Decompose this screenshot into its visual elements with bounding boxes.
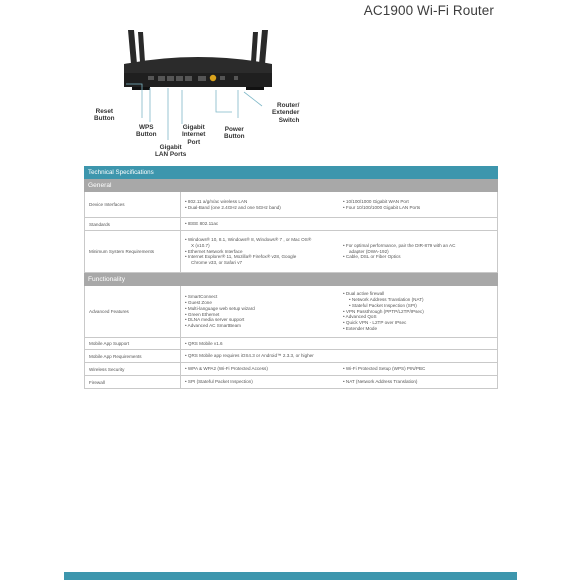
- spec-item: • Extender Mode: [343, 326, 378, 332]
- row-label: Mobile App Support: [85, 338, 181, 349]
- callout-reset-button: Reset Button: [94, 108, 115, 123]
- callout-gigabit-internet-port: Gigabit Internet Port: [182, 124, 206, 146]
- table-row: [84, 338, 498, 350]
- spec-item: • 802.11 a/g/n/ac wireless LAN: [185, 198, 248, 204]
- spec-item: • VPN Passthrough (PPTP/L2TP/IPsec): [343, 308, 424, 314]
- spec-item: • For optimal performance, pair the DIR-879 with an AC: [343, 242, 456, 248]
- table-row: [84, 192, 498, 218]
- row-col2: [339, 363, 497, 375]
- row-label: Firewall: [85, 376, 181, 388]
- spec-item: • SPI (Stateful Packet Inspection): [185, 379, 253, 385]
- row-col2: [339, 376, 497, 388]
- spec-item: X (v10.7): [191, 242, 210, 248]
- spec-item: • Internet Explorer® 11, Mozilla® Firefox® v28, Google: [185, 254, 297, 260]
- spec-item: • Stateful Packet Inspection (SPI): [349, 302, 417, 308]
- spec-item: • WPA & WPA2 (Wi-Fi Protected Access): [185, 366, 268, 372]
- spec-item: • SmartConnect: [185, 293, 218, 299]
- spec-item: • Ethernet Network Interface: [185, 248, 243, 254]
- table-row: [84, 376, 498, 389]
- row-col2: [339, 218, 497, 230]
- section-header: Functionality: [84, 273, 498, 286]
- row-col1: [181, 218, 339, 230]
- row-col2: [339, 286, 497, 337]
- callout-power-button: Power Button: [224, 126, 245, 141]
- row-col1: [181, 338, 339, 349]
- spec-item: • Guest Zone: [185, 299, 212, 305]
- table-row: [84, 218, 498, 231]
- row-col1: [181, 350, 339, 362]
- row-col1: [181, 286, 339, 337]
- spec-table: [84, 166, 498, 389]
- spec-item: • IEEE 802.11ac: [185, 221, 219, 227]
- spec-item: adapter (DWA-192): [349, 248, 389, 254]
- spec-item: • Advanced AC SmartBeam: [185, 323, 241, 329]
- row-label: Wireless Security: [85, 363, 181, 375]
- row-col2: [339, 350, 497, 362]
- spec-item: • Advanced QoS: [343, 314, 377, 320]
- spec-item: • Wi-Fi Protected Setup (WPS) PIN/PBC: [343, 366, 426, 372]
- spec-item: • NAT (Network Address Translation): [343, 379, 418, 385]
- table-row: [84, 231, 498, 273]
- spec-item: • QRS Mobile app requires iOS4.3 or Android™ 2.3.3, or higher: [185, 353, 314, 359]
- table-row: [84, 286, 498, 338]
- row-label: Device Interfaces: [85, 192, 181, 217]
- row-label: Advanced Features: [85, 286, 181, 337]
- row-col1: [181, 192, 339, 217]
- table-row: [84, 350, 498, 363]
- section-header: General: [84, 179, 498, 192]
- row-col2: [339, 231, 497, 272]
- spec-item: • Green Ethernet: [185, 311, 220, 317]
- table-row: [84, 363, 498, 376]
- spec-item: • Network Address Translation (NAT): [349, 296, 424, 302]
- row-label: Standards: [85, 218, 181, 230]
- spec-item: • Dual-Band (one 2.4GHz and one 5GHz band): [185, 204, 281, 210]
- row-col1: [181, 363, 339, 375]
- spec-item: • Dual active firewall: [343, 290, 385, 296]
- spec-item: • Multi-language web setup wizard: [185, 305, 255, 311]
- spec-item: • Windows® 10, 8.1, Windows® 8, Windows® 7 , or Mac OS®: [185, 236, 312, 242]
- row-col1: [181, 376, 339, 388]
- spec-item: Chrome v33, or Safari v7: [191, 260, 243, 266]
- callout-wps-button: WPS Button: [136, 124, 157, 139]
- row-col2: [339, 192, 497, 217]
- callout-router-extender-switch: Router/ Extender Switch: [272, 102, 300, 124]
- row-col2: [339, 338, 497, 349]
- spec-item: • QRS Mobile v1.6: [185, 340, 223, 346]
- spec-item: • 10/100/1000 Gigabit WAN Port: [343, 198, 409, 204]
- row-label: Mobile App Requirements: [85, 350, 181, 362]
- row-col1: [181, 231, 339, 272]
- spec-item: • Cable, DSL or Fiber Optics: [343, 254, 401, 260]
- spec-table-header: Technical Specifications: [84, 166, 498, 179]
- page-title: AC1900 Wi-Fi Router: [363, 3, 494, 18]
- row-label: Minimum System Requirements: [85, 231, 181, 272]
- spec-item: • Four 10/100/1000 Gigabit LAN Ports: [343, 204, 421, 210]
- spec-item: • Quick VPN - L2TP over IPsec: [343, 320, 407, 326]
- callout-gigabit-lan-ports: Gigabit LAN Ports: [155, 144, 187, 159]
- spec-item: • DLNA media server support: [185, 317, 245, 323]
- footer-bar: [64, 572, 517, 580]
